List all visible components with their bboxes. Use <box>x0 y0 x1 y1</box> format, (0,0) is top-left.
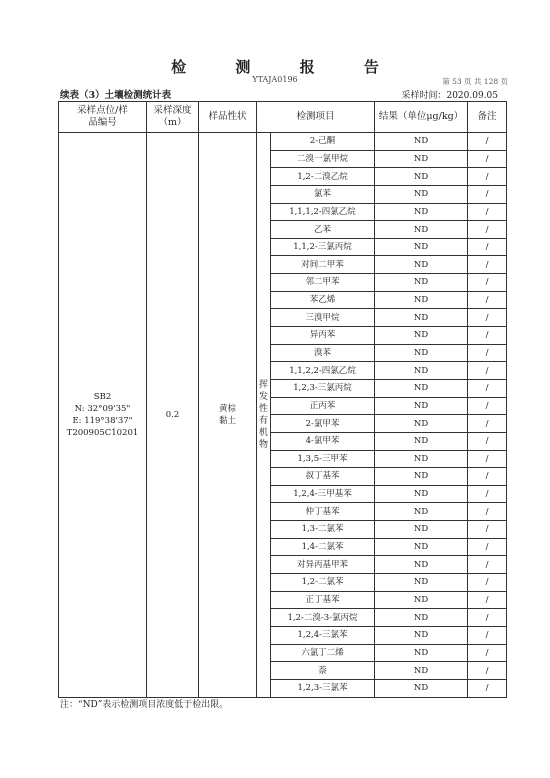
result-cell: ND <box>375 556 468 574</box>
header-property: 样品性状 <box>199 102 257 133</box>
remark-cell: / <box>468 644 507 662</box>
item-cell: 正丁基苯 <box>271 591 375 609</box>
remark-cell: / <box>468 291 507 309</box>
remark-cell: / <box>468 221 507 239</box>
result-cell: ND <box>375 468 468 486</box>
result-cell: ND <box>375 591 468 609</box>
sample-point-line: T200905C10201 <box>66 427 139 438</box>
result-cell: ND <box>375 538 468 556</box>
result-cell: ND <box>375 662 468 680</box>
result-cell: ND <box>375 644 468 662</box>
remark-cell: / <box>468 485 507 503</box>
result-cell: ND <box>375 679 468 697</box>
item-cell: 对异丙基甲苯 <box>271 556 375 574</box>
remark-cell: / <box>468 397 507 415</box>
header-point <box>59 102 147 133</box>
soil-results-table <box>58 101 507 698</box>
header-item: 检测项目 <box>257 102 375 133</box>
remark-cell: / <box>468 591 507 609</box>
item-cell: 1,3-二氯苯 <box>271 521 375 539</box>
remark-cell: / <box>468 150 507 168</box>
remark-cell: / <box>468 521 507 539</box>
remark-cell: / <box>468 133 507 151</box>
item-cell: 1,2,4-三氯苯 <box>271 626 375 644</box>
category-cell <box>257 133 271 698</box>
sample-property-line: 黄棕 <box>218 403 236 414</box>
item-cell: 邻二甲苯 <box>271 274 375 292</box>
table-row <box>59 133 507 151</box>
item-cell: 六氯丁二烯 <box>271 644 375 662</box>
remark-cell: / <box>468 626 507 644</box>
result-cell: ND <box>375 274 468 292</box>
remark-cell: / <box>468 327 507 345</box>
item-cell: 三溴甲烷 <box>271 309 375 327</box>
result-cell: ND <box>375 309 468 327</box>
result-cell: ND <box>375 185 468 203</box>
result-cell: ND <box>375 521 468 539</box>
item-cell: 二溴一氯甲烷 <box>271 150 375 168</box>
header-depth <box>147 102 199 133</box>
result-cell: ND <box>375 503 468 521</box>
remark-cell: / <box>468 432 507 450</box>
result-cell: ND <box>375 221 468 239</box>
result-cell: ND <box>375 133 468 151</box>
result-cell: ND <box>375 327 468 345</box>
result-cell: ND <box>375 291 468 309</box>
table-header-row <box>59 102 507 133</box>
result-cell: ND <box>375 168 468 186</box>
item-cell: 溴苯 <box>271 344 375 362</box>
page-info: 第 53 页 共 128 页 <box>442 77 508 86</box>
item-cell: 1,2-二溴-3-氯丙烷 <box>271 609 375 627</box>
remark-cell: / <box>468 662 507 680</box>
sample-property-line: 黏土 <box>218 415 236 426</box>
item-cell: 1,3,5-三甲苯 <box>271 450 375 468</box>
result-cell: ND <box>375 485 468 503</box>
item-cell: 乙苯 <box>271 221 375 239</box>
item-cell: 2-己酮 <box>271 133 375 151</box>
result-cell: ND <box>375 450 468 468</box>
item-cell: 对间二甲苯 <box>271 256 375 274</box>
sample-point-line: E: 119°38'37" <box>72 415 133 426</box>
item-cell: 1,1,1,2-四氯乙烷 <box>271 203 375 221</box>
remark-cell: / <box>468 309 507 327</box>
item-cell: 叔丁基苯 <box>271 468 375 486</box>
remark-cell: / <box>468 679 507 697</box>
remark-cell: / <box>468 203 507 221</box>
item-cell: 4-氯甲苯 <box>271 432 375 450</box>
result-cell: ND <box>375 432 468 450</box>
table-title: 续表（3）土壤检测统计表 <box>60 90 172 101</box>
result-cell: ND <box>375 609 468 627</box>
remark-cell: / <box>468 415 507 433</box>
result-cell: ND <box>375 256 468 274</box>
item-cell: 1,2-二氯苯 <box>271 574 375 592</box>
sample-depth-cell: 0.2 <box>147 133 199 698</box>
item-cell: 异丙苯 <box>271 327 375 345</box>
item-cell: 1,4-二氯苯 <box>271 538 375 556</box>
header-remark: 备注 <box>468 102 507 133</box>
remark-cell: / <box>468 344 507 362</box>
header-point-label: 采样点位/样品编号 <box>77 105 128 128</box>
remark-cell: / <box>468 238 507 256</box>
remark-cell: / <box>468 450 507 468</box>
remark-cell: / <box>468 362 507 380</box>
item-cell: 氯苯 <box>271 185 375 203</box>
sample-point-line: SB2 <box>93 391 112 402</box>
item-cell: 1,2,3-三氯丙烷 <box>271 379 375 397</box>
remark-cell: / <box>468 609 507 627</box>
item-cell: 1,2,4-三甲基苯 <box>271 485 375 503</box>
result-cell: ND <box>375 415 468 433</box>
footnote: 注：“ND”表示检测项目浓度低于检出限。 <box>60 700 229 710</box>
item-cell: 2-氯甲苯 <box>271 415 375 433</box>
item-cell: 1,1,2-三氯丙烷 <box>271 238 375 256</box>
item-cell: 1,2,3-三氯苯 <box>271 679 375 697</box>
item-cell: 1,1,2,2-四氯乙烷 <box>271 362 375 380</box>
result-cell: ND <box>375 238 468 256</box>
sampling-date: 采样时间：2020.09.05 <box>401 91 498 101</box>
remark-cell: / <box>468 538 507 556</box>
header-result: 结果（单位μg/kg） <box>375 102 468 133</box>
header-depth-label: 采样深度（m） <box>153 105 192 128</box>
remark-cell: / <box>468 274 507 292</box>
remark-cell: / <box>468 256 507 274</box>
result-cell: ND <box>375 574 468 592</box>
remark-cell: / <box>468 379 507 397</box>
item-cell: 仲丁基苯 <box>271 503 375 521</box>
result-cell: ND <box>375 203 468 221</box>
sample-point-cell <box>59 133 147 698</box>
item-cell: 正丙苯 <box>271 397 375 415</box>
sample-point-line: N: 32°09'35" <box>74 403 131 414</box>
remark-cell: / <box>468 556 507 574</box>
item-cell: 萘 <box>271 662 375 680</box>
item-cell: 1,2-二溴乙烷 <box>271 168 375 186</box>
result-cell: ND <box>375 362 468 380</box>
sample-property-cell <box>199 133 257 698</box>
remark-cell: / <box>468 468 507 486</box>
result-cell: ND <box>375 344 468 362</box>
remark-cell: / <box>468 503 507 521</box>
remark-cell: / <box>468 185 507 203</box>
result-cell: ND <box>375 379 468 397</box>
report-title: 检 测 报 告 <box>171 58 401 76</box>
report-code: YTAJA0196 <box>252 75 298 84</box>
item-cell: 苯乙烯 <box>271 291 375 309</box>
remark-cell: / <box>468 574 507 592</box>
result-cell: ND <box>375 397 468 415</box>
result-cell: ND <box>375 150 468 168</box>
result-cell: ND <box>375 626 468 644</box>
category-label: 挥发性有机物 <box>259 379 269 450</box>
remark-cell: / <box>468 168 507 186</box>
